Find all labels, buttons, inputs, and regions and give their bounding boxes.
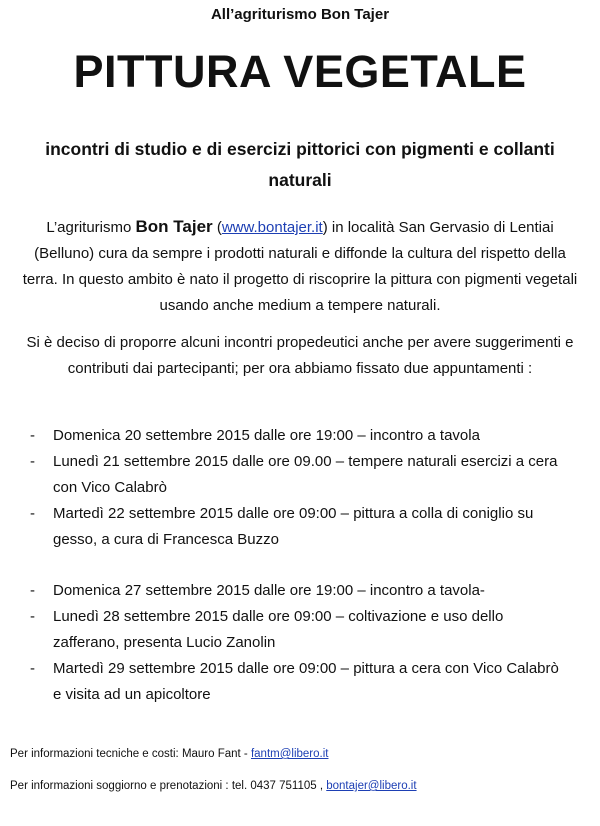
intro-rest: in località San Gervasio di Lentiai (Belluno) cura da sempre i prodotti naturali e diffonde la cultura del rispetto della terra. In questo ambito è nato il progetto di riscoprire la pittura con pigmenti vegetali usando anche medium a tempere naturali.	[22, 219, 578, 314]
footer-tech-label: Per informazioni tecniche e costi: Mauro Fant -	[10, 748, 251, 760]
event-text: Martedì 22 settembre 2015 dalle ore 09:00 – pittura a colla di coniglio su gesso, a cura di Francesca Buzzo	[53, 505, 534, 548]
list-dash: -	[30, 660, 35, 677]
footer-tech-info	[10, 748, 328, 760]
farm-name: Bon Tajer	[135, 217, 213, 236]
event-text: Domenica 20 settembre 2015 dalle ore 19:00 – incontro a tavola	[53, 427, 480, 444]
event-text: Martedì 29 settembre 2015 dalle ore 09:00 – pittura a cera con Vico Calabrò e visita ad un apicoltore	[53, 660, 559, 703]
tech-email-link[interactable]: fantm@libero.it	[250, 748, 329, 760]
event-text: Lunedì 21 settembre 2015 dalle ore 09.00 – tempere naturali esercizi a cera con Vico Calabrò	[53, 453, 558, 496]
link-close-paren: )	[322, 219, 328, 236]
event-text: Domenica 27 settembre 2015 dalle ore 19:00 – incontro a tavola-	[53, 582, 485, 599]
event-text: Lunedì 28 settembre 2015 dalle ore 09:00 – coltivazione e uso dello zafferano, presenta Lucio Zanolin	[53, 608, 504, 651]
announcement-paragraph: Si è deciso di proporre alcuni incontri propedeutici anche per avere suggerimenti e contributi dai partecipanti; per ora abbiamo fissato due appuntamenti :	[26, 334, 574, 377]
intro-prefix: L’agriturismo	[46, 219, 136, 236]
link-open-paren: (	[212, 219, 222, 236]
list-dash: -	[30, 427, 35, 444]
page-title: PITTURA VEGETALE	[73, 46, 527, 97]
stay-email-link[interactable]: bontajer@libero.it	[326, 780, 417, 792]
intro-paragraph	[15, 214, 585, 319]
list-dash: -	[30, 608, 35, 625]
subtitle: incontri di studio e di esercizi pittorici con pigmenti e collanti naturali	[45, 139, 555, 190]
footer-stay-info	[10, 780, 417, 792]
website-link[interactable]: www.bontajer.it	[221, 219, 323, 236]
list-dash: -	[30, 453, 35, 470]
list-dash: -	[30, 582, 35, 599]
list-dash: -	[30, 505, 35, 522]
venue-header: All’agriturismo Bon Tajer	[210, 6, 390, 23]
footer-stay-label: Per informazioni soggiorno e prenotazioni : tel. 0437 751105 ,	[10, 780, 327, 792]
